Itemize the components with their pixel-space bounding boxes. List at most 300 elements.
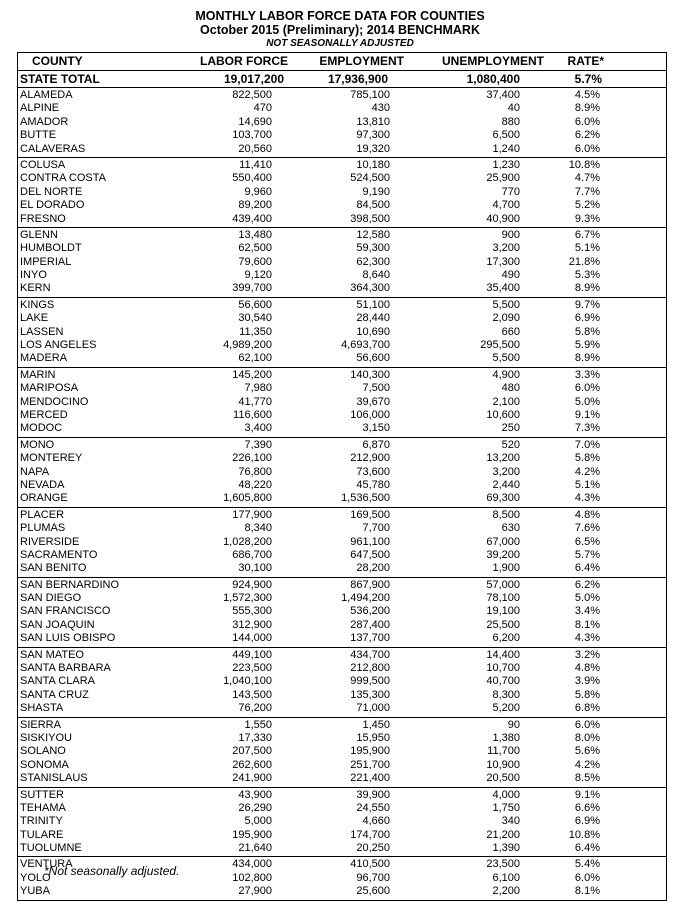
employment-cell: 364,300 [350, 282, 390, 295]
table-row [18, 186, 666, 199]
unemployment-cell: 21,200 [486, 828, 520, 841]
employment-cell: 8,640 [362, 269, 390, 282]
table-row [18, 199, 666, 212]
table-row [18, 536, 666, 549]
header-county: COUNTY [32, 54, 83, 68]
county-name-cell: TEHAMA [20, 801, 66, 814]
rate-cell: 7.6% [574, 522, 600, 535]
table-row [18, 116, 666, 129]
employment-cell: 212,800 [350, 662, 390, 675]
county-name-cell: CALAVERAS [20, 142, 86, 155]
table-row [18, 745, 666, 758]
employment-cell: 28,440 [356, 312, 390, 325]
table-row [18, 675, 666, 688]
employment-cell: 4,693,700 [341, 339, 390, 352]
employment-cell: 1,450 [362, 718, 390, 731]
rate-cell: 5.8% [574, 452, 600, 465]
table-row [18, 509, 666, 522]
employment-cell: 28,200 [356, 562, 390, 575]
unemployment-cell: 480 [501, 382, 520, 395]
employment-cell: 84,500 [356, 199, 390, 212]
unemployment-cell: 78,100 [486, 592, 520, 605]
county-group [18, 438, 666, 508]
county-name-cell: INYO [20, 269, 47, 282]
table-row [18, 422, 666, 435]
county-group [18, 368, 666, 438]
table-row [18, 382, 666, 395]
employment-cell: 96,700 [356, 871, 390, 884]
county-name-cell: MONTEREY [20, 452, 83, 465]
county-name-cell: PLACER [20, 508, 65, 521]
unemployment-cell: 770 [501, 185, 520, 198]
labor-force-cell: 195,900 [232, 828, 272, 841]
table-row [18, 689, 666, 702]
labor-force-cell: 262,600 [232, 758, 272, 771]
employment-cell: 785,100 [350, 89, 390, 101]
rate-cell: 4.8% [574, 662, 600, 675]
county-name-cell: COLUSA [20, 158, 66, 171]
unemployment-cell: 40,900 [486, 212, 520, 225]
unemployment-cell: 3,200 [492, 465, 520, 478]
unemployment-cell: 4,900 [492, 368, 520, 381]
labor-force-cell: 1,572,300 [223, 592, 272, 605]
rate-cell: 4.2% [574, 758, 600, 771]
employment-cell: 287,400 [350, 618, 390, 631]
employment-cell: 39,670 [356, 395, 390, 408]
unemployment-cell: 2,090 [492, 312, 520, 325]
employment-cell: 10,180 [356, 158, 390, 171]
county-group [18, 788, 666, 858]
labor-force-cell: 8,340 [244, 522, 272, 535]
county-name-cell: AMADOR [20, 115, 69, 128]
county-name-cell: SHASTA [20, 702, 64, 715]
footnote: *Not seasonally adjusted. [44, 864, 180, 878]
labor-force-cell: 686,700 [232, 548, 272, 561]
table-row [18, 632, 666, 645]
table-row [18, 649, 666, 662]
employment-cell: 73,600 [356, 465, 390, 478]
unemployment-cell: 67,000 [486, 535, 520, 548]
unemployment-cell: 3,200 [492, 242, 520, 255]
unemployment-cell: 25,900 [486, 172, 520, 185]
county-name-cell: YOLO [20, 871, 51, 884]
table-row [18, 492, 666, 505]
employment-cell: 212,900 [350, 452, 390, 465]
labor-force-cell: 103,700 [232, 129, 272, 142]
unemployment-cell: 5,500 [492, 352, 520, 365]
county-name-cell: TUOLUMNE [20, 842, 82, 855]
employment-cell: 1,494,200 [341, 592, 390, 605]
employment-cell: 15,950 [356, 731, 390, 744]
unemployment-cell: 14,400 [486, 648, 520, 661]
table-row [18, 102, 666, 115]
county-name-cell: LAKE [20, 312, 49, 325]
table-row [18, 89, 666, 102]
unemployment-cell: 13,200 [486, 452, 520, 465]
table-row [18, 339, 666, 352]
labor-force-cell: 924,900 [232, 578, 272, 591]
rate-cell: 5.3% [574, 269, 600, 282]
employment-cell: 4,660 [362, 815, 390, 828]
table-row [18, 522, 666, 535]
employment-cell: 12,580 [356, 228, 390, 241]
county-group [18, 508, 666, 578]
labor-force-cell: 76,800 [238, 465, 272, 478]
rate-cell: 6.0% [574, 142, 600, 155]
unemployment-cell: 10,700 [486, 662, 520, 675]
labor-force-cell: 11,410 [239, 158, 272, 171]
employment-cell: 140,300 [350, 368, 390, 381]
table-row [18, 815, 666, 828]
table-row [18, 213, 666, 226]
rate-cell: 3.4% [574, 605, 600, 618]
rate-cell: 10.8% [568, 828, 600, 841]
table-row [18, 702, 666, 715]
labor-force-cell: 207,500 [232, 745, 272, 758]
unemployment-cell: 23,500 [486, 858, 520, 871]
unemployment-cell: 57,000 [486, 578, 520, 591]
county-name-cell: SAN MATEO [20, 648, 84, 661]
labor-force-cell: 470 [253, 102, 272, 115]
rate-cell: 6.8% [574, 702, 600, 715]
employment-cell: 97,300 [356, 129, 390, 142]
unemployment-cell: 900 [501, 228, 520, 241]
unemployment-cell: 6,500 [492, 129, 520, 142]
state-total-rate: 5.7% [574, 72, 602, 86]
county-name-cell: ALPINE [20, 102, 60, 115]
table-row [18, 242, 666, 255]
unemployment-cell: 880 [501, 115, 520, 128]
labor-force-cell: 26,290 [238, 801, 272, 814]
table-row [18, 326, 666, 339]
unemployment-cell: 10,600 [486, 408, 520, 421]
employment-cell: 398,500 [350, 212, 390, 225]
county-name-cell: NAPA [20, 465, 50, 478]
employment-cell: 135,300 [350, 688, 390, 701]
labor-force-cell: 5,000 [244, 815, 272, 828]
employment-cell: 410,500 [350, 858, 390, 871]
table-row [18, 732, 666, 745]
table-row [18, 159, 666, 172]
county-name-cell: KINGS [20, 298, 55, 311]
labor-force-cell: 439,400 [232, 212, 272, 225]
unemployment-cell: 1,240 [492, 142, 520, 155]
labor-force-cell: 102,800 [232, 871, 272, 884]
rate-cell: 5.8% [574, 688, 600, 701]
rate-cell: 5.2% [574, 199, 600, 212]
report-subtitle: October 2015 (Preliminary); 2014 BENCHMARK [200, 23, 480, 37]
county-group [18, 158, 666, 228]
county-name-cell: SANTA CLARA [20, 675, 95, 688]
employment-cell: 25,600 [356, 885, 390, 898]
employment-cell: 7,700 [362, 522, 390, 535]
employment-cell: 536,200 [350, 605, 390, 618]
labor-force-cell: 21,640 [238, 842, 272, 855]
labor-force-cell: 56,600 [238, 298, 272, 311]
table-row [18, 312, 666, 325]
labor-force-cell: 43,900 [238, 788, 272, 801]
employment-cell: 195,900 [350, 745, 390, 758]
labor-force-cell: 822,500 [232, 89, 272, 101]
labor-force-cell: 17,330 [238, 731, 272, 744]
rate-cell: 6.2% [574, 578, 600, 591]
unemployment-cell: 520 [501, 438, 520, 451]
employment-cell: 137,700 [350, 632, 390, 645]
table-row [18, 619, 666, 632]
unemployment-cell: 2,100 [492, 395, 520, 408]
employment-cell: 24,550 [356, 801, 390, 814]
county-name-cell: SAN LUIS OBISPO [20, 632, 116, 645]
county-name-cell: EL DORADO [20, 199, 85, 212]
county-name-cell: KERN [20, 282, 51, 295]
table-row [18, 772, 666, 785]
labor-force-cell: 145,200 [232, 368, 272, 381]
rate-cell: 5.0% [574, 395, 600, 408]
table-row [18, 172, 666, 185]
county-group [18, 648, 666, 718]
rate-cell: 6.0% [574, 871, 600, 884]
rate-cell: 9.1% [574, 408, 600, 421]
unemployment-cell: 20,500 [486, 772, 520, 785]
rate-cell: 9.1% [574, 788, 600, 801]
header-employment: EMPLOYMENT [319, 54, 404, 68]
table-row [18, 129, 666, 142]
employment-cell: 524,500 [350, 172, 390, 185]
rate-cell: 6.4% [574, 562, 600, 575]
table-row [18, 842, 666, 855]
employment-cell: 1,536,500 [341, 492, 390, 505]
rate-cell: 5.7% [574, 548, 600, 561]
employment-cell: 10,690 [356, 325, 390, 338]
unemployment-cell: 1,230 [492, 158, 520, 171]
table-row [18, 282, 666, 295]
unemployment-cell: 6,200 [492, 632, 520, 645]
county-name-cell: HUMBOLDT [20, 242, 82, 255]
rate-cell: 9.7% [574, 298, 600, 311]
county-name-cell: LASSEN [20, 325, 64, 338]
employment-cell: 62,300 [356, 255, 390, 268]
table-header-row [18, 53, 666, 71]
rate-cell: 8.1% [574, 618, 600, 631]
table-row [18, 352, 666, 365]
county-name-cell: FRESNO [20, 212, 66, 225]
rate-cell: 5.9% [574, 339, 600, 352]
county-name-cell: SISKIYOU [20, 731, 72, 744]
labor-force-cell: 9,120 [244, 269, 272, 282]
county-name-cell: SIERRA [20, 718, 61, 731]
rate-cell: 8.1% [574, 885, 600, 898]
employment-cell: 19,320 [356, 142, 390, 155]
table-row [18, 439, 666, 452]
county-name-cell: MARIN [20, 368, 56, 381]
unemployment-cell: 25,500 [486, 618, 520, 631]
unemployment-cell: 2,200 [492, 885, 520, 898]
employment-cell: 221,400 [350, 772, 390, 785]
unemployment-cell: 1,380 [492, 731, 520, 744]
employment-cell: 169,500 [350, 508, 390, 521]
labor-force-cell: 226,100 [232, 452, 272, 465]
unemployment-cell: 490 [501, 269, 520, 282]
county-name-cell: SAN BERNARDINO [20, 578, 120, 591]
labor-force-cell: 223,500 [232, 662, 272, 675]
table-row [18, 479, 666, 492]
unemployment-cell: 630 [501, 522, 520, 535]
unemployment-cell: 4,700 [492, 199, 520, 212]
table-row [18, 229, 666, 242]
labor-force-cell: 27,900 [238, 885, 272, 898]
header-rate: RATE* [567, 54, 604, 68]
table-row [18, 759, 666, 772]
employment-cell: 106,000 [350, 408, 390, 421]
labor-force-cell: 62,100 [238, 352, 272, 365]
rate-cell: 4.3% [574, 492, 600, 505]
rate-cell: 5.8% [574, 325, 600, 338]
county-name-cell: SACRAMENTO [20, 548, 98, 561]
table-row [18, 789, 666, 802]
table-row [18, 829, 666, 842]
county-name-cell: ALAMEDA [20, 89, 73, 101]
employment-cell: 56,600 [356, 352, 390, 365]
county-name-cell: MONO [20, 438, 55, 451]
unemployment-cell: 8,500 [492, 508, 520, 521]
county-name-cell: MENDOCINO [20, 395, 89, 408]
table-row [18, 579, 666, 592]
employment-cell: 7,500 [362, 382, 390, 395]
labor-force-cell: 89,200 [238, 199, 272, 212]
employment-cell: 867,900 [350, 578, 390, 591]
table-row [18, 269, 666, 282]
rate-cell: 6.0% [574, 382, 600, 395]
unemployment-cell: 1,900 [492, 562, 520, 575]
county-name-cell: SAN JOAQUIN [20, 618, 95, 631]
unemployment-cell: 17,300 [486, 255, 520, 268]
labor-force-cell: 41,770 [238, 395, 272, 408]
table-row [18, 256, 666, 269]
county-name-cell: MARIPOSA [20, 382, 79, 395]
unemployment-cell: 35,400 [486, 282, 520, 295]
unemployment-cell: 5,200 [492, 702, 520, 715]
labor-force-cell: 9,960 [244, 185, 272, 198]
county-name-cell: TRINITY [20, 815, 63, 828]
county-name-cell: ORANGE [20, 492, 68, 505]
table-row [18, 562, 666, 575]
employment-cell: 9,190 [362, 185, 390, 198]
labor-force-cell: 11,350 [239, 325, 272, 338]
labor-force-cell: 144,000 [232, 632, 272, 645]
rate-cell: 4.5% [574, 89, 600, 101]
labor-force-cell: 1,605,800 [223, 492, 272, 505]
report-title: MONTHLY LABOR FORCE DATA FOR COUNTIES [195, 9, 485, 23]
employment-cell: 961,100 [350, 535, 390, 548]
labor-force-cell: 116,600 [233, 408, 272, 421]
table-row [18, 299, 666, 312]
table-row [18, 466, 666, 479]
labor-force-cell: 76,200 [238, 702, 272, 715]
labor-force-cell: 30,540 [238, 312, 272, 325]
labor-force-cell: 62,500 [238, 242, 272, 255]
county-groups [18, 88, 666, 900]
labor-force-cell: 48,220 [238, 478, 272, 491]
county-name-cell: MERCED [20, 408, 68, 421]
rate-cell: 6.9% [574, 815, 600, 828]
rate-cell: 6.6% [574, 801, 600, 814]
rate-cell: 10.8% [568, 158, 600, 171]
unemployment-cell: 69,300 [486, 492, 520, 505]
state-total-labor-force: 19,017,200 [223, 72, 284, 86]
rate-cell: 5.0% [574, 592, 600, 605]
labor-force-cell: 79,600 [238, 255, 272, 268]
table-row [18, 802, 666, 815]
state-total-unemployment: 1,080,400 [466, 72, 520, 86]
rate-cell: 5.4% [574, 858, 600, 871]
employment-cell: 51,100 [356, 298, 390, 311]
unemployment-cell: 1,390 [492, 842, 520, 855]
rate-cell: 3.3% [574, 368, 600, 381]
rate-cell: 21.8% [568, 255, 600, 268]
unemployment-cell: 8,300 [492, 688, 520, 701]
labor-force-cell: 555,300 [232, 605, 272, 618]
employment-cell: 71,000 [356, 702, 390, 715]
rate-cell: 4.8% [574, 508, 600, 521]
employment-cell: 39,900 [356, 788, 390, 801]
table-row [18, 452, 666, 465]
county-name-cell: CONTRA COSTA [20, 172, 106, 185]
county-name-cell: MODOC [20, 422, 63, 435]
unemployment-cell: 6,100 [492, 871, 520, 884]
labor-force-cell: 13,480 [238, 228, 272, 241]
county-name-cell: STANISLAUS [20, 772, 88, 785]
table-row [18, 662, 666, 675]
county-group [18, 228, 666, 298]
county-name-cell: SANTA BARBARA [20, 662, 111, 675]
rate-cell: 4.7% [574, 172, 600, 185]
labor-force-cell: 241,900 [232, 772, 272, 785]
unemployment-cell: 19,100 [486, 605, 520, 618]
county-name-cell: BUTTE [20, 129, 57, 142]
rate-cell: 5.6% [574, 745, 600, 758]
rate-cell: 3.9% [574, 675, 600, 688]
unemployment-cell: 5,500 [492, 298, 520, 311]
rate-cell: 7.7% [574, 185, 600, 198]
rate-cell: 7.0% [574, 438, 600, 451]
unemployment-cell: 11,700 [487, 745, 520, 758]
county-name-cell: SANTA CRUZ [20, 688, 89, 701]
rate-cell: 4.3% [574, 632, 600, 645]
county-name-cell: SAN FRANCISCO [20, 605, 111, 618]
labor-force-cell: 449,100 [232, 648, 272, 661]
employment-cell: 430 [371, 102, 390, 115]
unemployment-cell: 295,500 [480, 339, 520, 352]
county-name-cell: NEVADA [20, 478, 65, 491]
county-name-cell: SAN BENITO [20, 562, 87, 575]
rate-cell: 6.0% [574, 115, 600, 128]
unemployment-cell: 660 [501, 325, 520, 338]
header-labor-force: LABOR FORCE [200, 54, 288, 68]
report-note: NOT SEASONALLY ADJUSTED [266, 38, 414, 49]
unemployment-cell: 4,000 [492, 788, 520, 801]
county-name-cell: RIVERSIDE [20, 535, 80, 548]
labor-force-cell: 14,690 [238, 115, 272, 128]
employment-cell: 45,780 [356, 478, 390, 491]
table-row [18, 143, 666, 156]
employment-cell: 647,500 [350, 548, 390, 561]
unemployment-cell: 37,400 [486, 89, 520, 101]
table-row [18, 409, 666, 422]
county-name-cell: LOS ANGELES [20, 339, 97, 352]
county-name-cell: SAN DIEGO [20, 592, 82, 605]
rate-cell: 8.9% [574, 352, 600, 365]
rate-cell: 5.1% [574, 478, 600, 491]
